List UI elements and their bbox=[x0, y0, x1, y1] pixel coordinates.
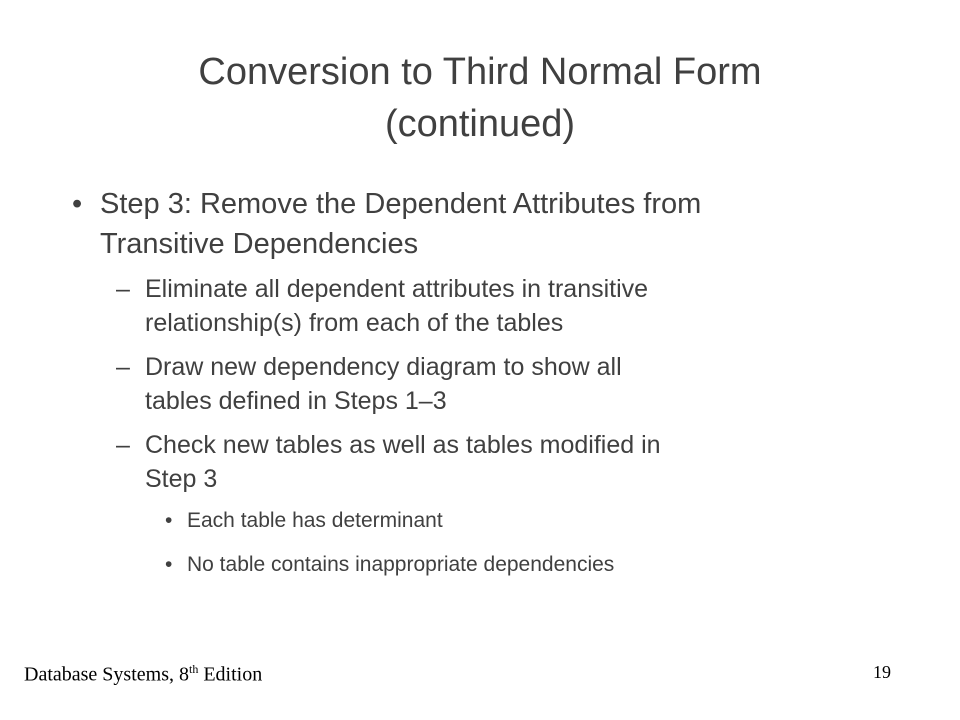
dash-marker: – bbox=[116, 353, 130, 381]
sub-bullet-check-tables bbox=[72, 428, 892, 496]
sub-bullet-line-2: relationship(s) from each of the tables bbox=[145, 309, 564, 337]
sub-sub-bullet-determinant bbox=[72, 506, 892, 536]
title-line-2: (continued) bbox=[384, 103, 576, 145]
bullet-text-line-1: Step 3: Remove the Dependent Attributes from bbox=[100, 188, 702, 220]
slide-content bbox=[72, 184, 892, 594]
book-title-suffix: Edition bbox=[198, 663, 263, 686]
bullet-step-3 bbox=[72, 184, 892, 264]
dash-marker: – bbox=[116, 431, 130, 459]
book-title-prefix: Database Systems, 8 bbox=[24, 663, 189, 686]
book-title-footer bbox=[24, 662, 262, 687]
sub-bullet-line-1: Eliminate all dependent attributes in transitive bbox=[145, 275, 649, 303]
bullet-marker: • bbox=[165, 553, 173, 576]
sub-sub-bullet-text: No table contains inappropriate dependencies bbox=[187, 553, 615, 576]
bullet-text-line-2: Transitive Dependencies bbox=[100, 228, 419, 260]
sub-bullet-line-1: Check new tables as well as tables modified in bbox=[145, 431, 661, 459]
sub-bullet-line-1: Draw new dependency diagram to show all bbox=[145, 353, 622, 381]
slide-title bbox=[90, 46, 870, 150]
bullet-marker: • bbox=[165, 509, 173, 532]
sub-bullet-line-2: Step 3 bbox=[145, 465, 218, 493]
dash-marker: – bbox=[116, 275, 130, 303]
sub-bullet-draw-diagram bbox=[72, 350, 892, 418]
sub-bullet-eliminate bbox=[72, 272, 892, 340]
book-title-superscript: th bbox=[188, 662, 199, 676]
title-line-1: Conversion to Third Normal Form bbox=[198, 51, 762, 93]
sub-sub-bullet-dependencies bbox=[72, 550, 892, 580]
sub-sub-bullet-text: Each table has determinant bbox=[187, 509, 443, 532]
bullet-marker: • bbox=[72, 188, 83, 220]
page-number: 19 bbox=[873, 662, 891, 682]
sub-bullet-line-2: tables defined in Steps 1–3 bbox=[145, 387, 447, 415]
